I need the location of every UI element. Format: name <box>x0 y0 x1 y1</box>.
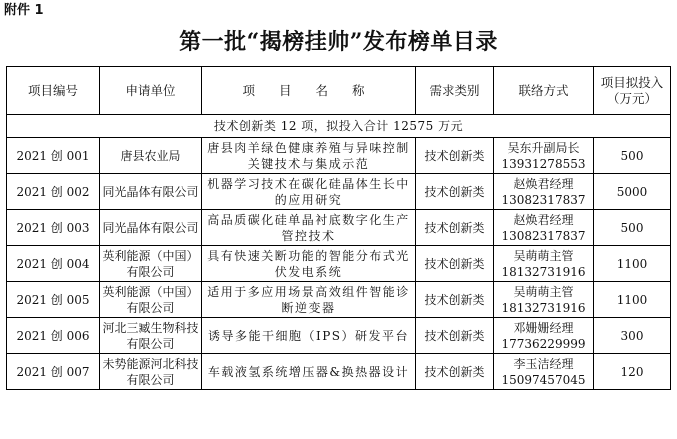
demand-category-cell-text: 技术创新类 <box>424 220 485 235</box>
project-title-cell <box>202 138 416 174</box>
planned-investment-cell <box>594 210 671 246</box>
applicant-unit-cell <box>100 354 202 390</box>
applicant-unit-cell-text: 同光晶体有限公司 <box>102 220 199 235</box>
demand-category-cell <box>416 318 494 354</box>
header-project-code: 项目编号 <box>7 67 100 115</box>
planned-investment-cell <box>594 138 671 174</box>
table-header-row <box>7 67 671 115</box>
project-code-cell <box>7 354 100 390</box>
category-summary: 技术创新类 12 项，拟投入合计 12575 万元 <box>7 115 671 138</box>
project-title-cell-text: 唐县肉羊绿色健康养殖与异味控制关键技术与集成示范 <box>207 140 410 171</box>
project-title-cell-text: 诱导多能干细胞（IPS）研发平台 <box>207 328 410 343</box>
project-title-cell <box>202 246 416 282</box>
applicant-unit-cell-text: 英利能源（中国）有限公司 <box>102 248 199 279</box>
demand-category-cell <box>416 138 494 174</box>
category-summary-row <box>7 115 671 138</box>
header-demand-category: 需求类别 <box>416 67 494 115</box>
project-code-cell-text: 2021 创 001 <box>16 148 90 163</box>
planned-investment-cell-text: 500 <box>620 220 644 235</box>
demand-category-cell-text: 技术创新类 <box>424 184 485 199</box>
contact-cell <box>494 282 594 318</box>
contact-cell-text: 13082317837 <box>501 192 586 207</box>
project-title-cell-text: 具有快速关断功能的智能分布式光伏发电系统 <box>207 248 410 279</box>
project-title-cell-text: 车载液氢系统增压器&换热器设计 <box>207 364 410 379</box>
project-code-cell-text: 2021 创 005 <box>16 292 90 307</box>
contact-cell <box>494 318 594 354</box>
demand-category-cell <box>416 174 494 210</box>
project-title-cell <box>202 318 416 354</box>
contact-cell <box>494 174 594 210</box>
applicant-unit-cell-text: 英利能源（中国）有限公司 <box>102 284 199 315</box>
planned-investment-cell-text: 1100 <box>616 256 648 271</box>
project-code-cell <box>7 318 100 354</box>
applicant-unit-cell-text: 唐县农业局 <box>120 148 181 163</box>
planned-investment-cell-text: 500 <box>620 148 644 163</box>
table-row <box>7 210 671 246</box>
demand-category-cell-text: 技术创新类 <box>424 364 485 379</box>
project-list-table <box>6 66 671 390</box>
demand-category-cell <box>416 246 494 282</box>
project-title-cell <box>202 210 416 246</box>
demand-category-cell <box>416 354 494 390</box>
applicant-unit-cell <box>100 138 202 174</box>
header-applicant-unit: 申请单位 <box>100 67 202 115</box>
project-code-cell <box>7 138 100 174</box>
contact-cell-text: 17736229999 <box>501 336 586 351</box>
project-code-cell-text: 2021 创 006 <box>16 328 90 343</box>
contact-cell-text: 吴东升副局长 <box>507 140 580 155</box>
project-code-cell <box>7 210 100 246</box>
applicant-unit-cell-text: 河北三臧生物科技有限公司 <box>102 320 199 351</box>
contact-cell-text: 吴萌萌主管 <box>513 248 574 263</box>
table-row <box>7 282 671 318</box>
table-row <box>7 318 671 354</box>
contact-cell-text: 赵焕君经理 <box>513 176 574 191</box>
project-code-cell-text: 2021 创 007 <box>16 364 90 379</box>
contact-cell-text: 18132731916 <box>501 300 586 315</box>
contact-cell <box>494 138 594 174</box>
header-project-title: 项 目 名 称 <box>202 67 416 115</box>
demand-category-cell-text: 技术创新类 <box>424 292 485 307</box>
table-row <box>7 174 671 210</box>
applicant-unit-cell <box>100 282 202 318</box>
contact-cell-text: 邓姗姗经理 <box>513 320 574 335</box>
project-code-cell-text: 2021 创 002 <box>16 184 90 199</box>
demand-category-cell-text: 技术创新类 <box>424 148 485 163</box>
applicant-unit-cell <box>100 174 202 210</box>
demand-category-cell <box>416 210 494 246</box>
planned-investment-cell-text: 5000 <box>616 184 648 199</box>
contact-cell-text: 李玉洁经理 <box>513 356 574 371</box>
contact-cell-text: 15097457045 <box>501 372 586 387</box>
planned-investment-cell <box>594 174 671 210</box>
planned-investment-cell <box>594 354 671 390</box>
planned-investment-cell <box>594 282 671 318</box>
attachment-label: 附件 1 <box>4 3 44 18</box>
project-title-cell <box>202 354 416 390</box>
applicant-unit-cell <box>100 318 202 354</box>
contact-cell-text: 赵焕君经理 <box>513 212 574 227</box>
project-code-cell <box>7 246 100 282</box>
contact-cell <box>494 210 594 246</box>
contact-cell-text: 13082317837 <box>501 228 586 243</box>
project-title-cell-text: 高品质碳化硅单晶衬底数字化生产管控技术 <box>207 212 410 243</box>
demand-category-cell <box>416 282 494 318</box>
project-code-cell-text: 2021 创 004 <box>16 256 90 271</box>
project-title-cell-text: 机器学习技术在碳化硅晶体生长中的应用研究 <box>207 176 410 207</box>
project-title-cell <box>202 282 416 318</box>
applicant-unit-cell-text: 未势能源河北科技有限公司 <box>102 356 199 387</box>
applicant-unit-cell <box>100 210 202 246</box>
header-contact: 联络方式 <box>494 67 594 115</box>
contact-cell-text: 吴萌萌主管 <box>513 284 574 299</box>
applicant-unit-cell <box>100 246 202 282</box>
planned-investment-cell <box>594 318 671 354</box>
header-planned-investment: 项目拟投入（万元） <box>594 67 671 115</box>
project-title-cell <box>202 174 416 210</box>
applicant-unit-cell-text: 同光晶体有限公司 <box>102 184 199 199</box>
document-title: 第一批“揭榜挂帅”发布榜单目录 <box>179 29 498 55</box>
planned-investment-cell <box>594 246 671 282</box>
planned-investment-cell-text: 120 <box>620 364 644 379</box>
contact-cell <box>494 354 594 390</box>
planned-investment-cell-text: 1100 <box>616 292 648 307</box>
project-code-cell-text: 2021 创 003 <box>16 220 90 235</box>
table-row <box>7 138 671 174</box>
table-row <box>7 354 671 390</box>
table-row <box>7 246 671 282</box>
planned-investment-cell-text: 300 <box>620 328 644 343</box>
contact-cell <box>494 246 594 282</box>
demand-category-cell-text: 技术创新类 <box>424 328 485 343</box>
demand-category-cell-text: 技术创新类 <box>424 256 485 271</box>
project-code-cell <box>7 174 100 210</box>
contact-cell-text: 13931278553 <box>501 156 586 171</box>
contact-cell-text: 18132731916 <box>501 264 586 279</box>
project-code-cell <box>7 282 100 318</box>
project-title-cell-text: 适用于多应用场景高效组件智能诊断逆变器 <box>207 284 410 315</box>
